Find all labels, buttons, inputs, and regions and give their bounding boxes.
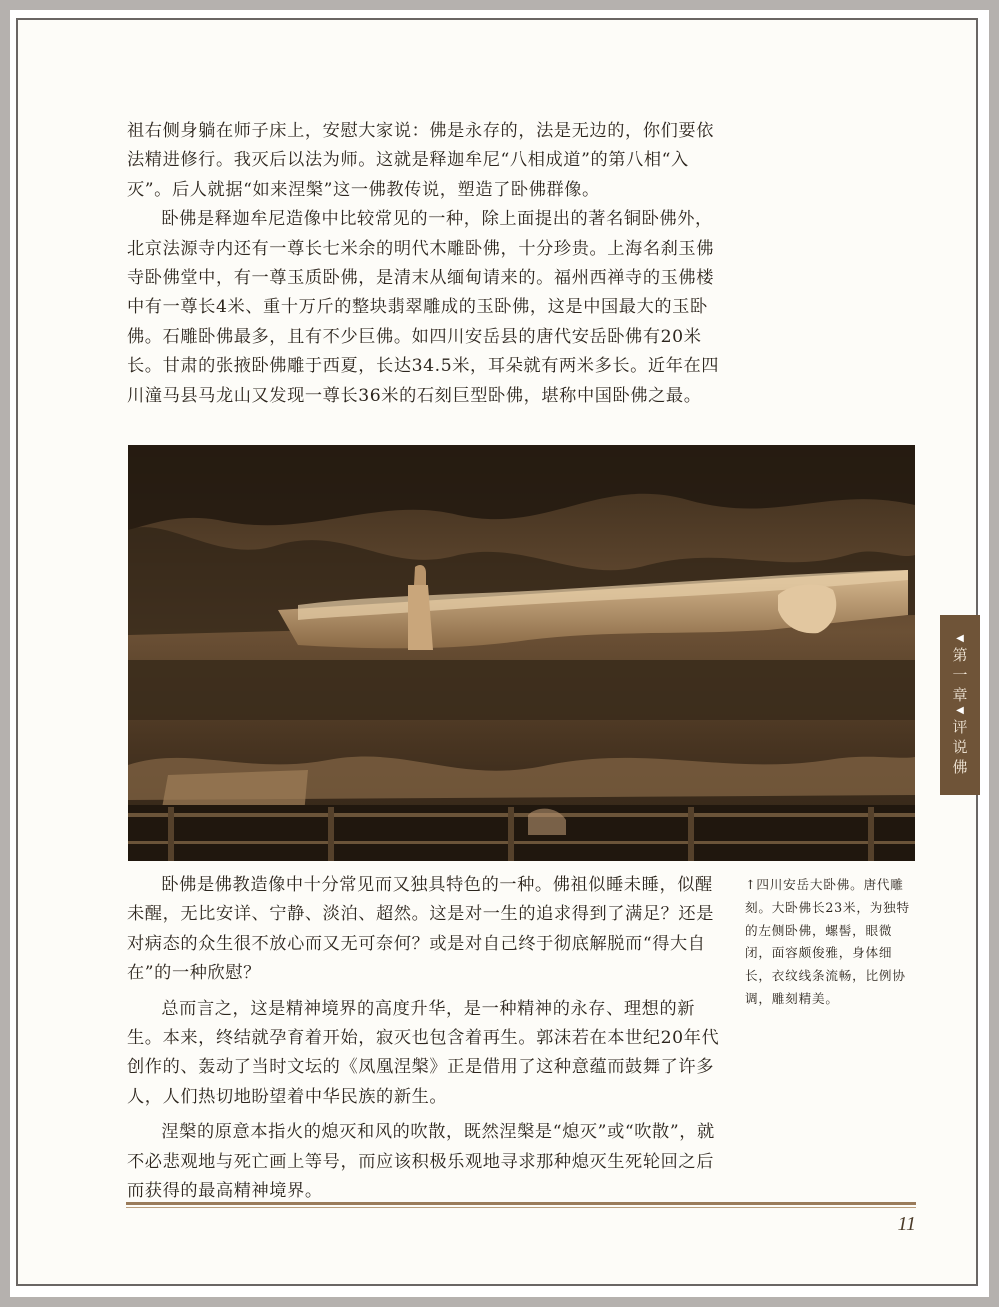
paragraph: 卧佛是释迦牟尼造像中比较常见的一种，除上面提出的著名铜卧佛外，北京法源寺内还有一尊长七米余的明代木雕卧佛，十分珍贵。上海名刹玉佛寺卧佛堂中，有一尊玉质卧佛，是清末从缅甸请来的。福州西禅寺的玉佛楼中有一尊长4米、重十万斤的整块翡翠雕成的玉卧佛，这是中国最大的玉卧佛。石雕卧佛最多，且有不少巨佛。如四川安岳县的唐代安岳卧佛有20米长。甘肃的张掖卧佛雕于西夏，长达34.5米，耳朵就有两米多长。近年在四川潼马县马龙山又发现一尊长36米的石刻巨型卧佛，堪称中国卧佛之最。 <box>127 209 720 406</box>
footer-rule <box>126 1202 916 1205</box>
page-number: 11 <box>897 1213 916 1235</box>
tab-glyph: 一 <box>952 666 968 684</box>
chapter-side-tab <box>940 615 980 795</box>
tab-arrow-icon: ◀ <box>956 705 964 716</box>
tab-glyph: 说 <box>952 738 968 756</box>
photo-caption: ↑四川安岳大卧佛。唐代雕刻。大卧佛长23米，为独特的左侧卧佛，螺髻，眼微闭，面容颇俊雅，身体细长，衣纹线条流畅，比例协调，雕刻精美。 <box>745 877 910 1006</box>
body-text-bottom <box>127 871 723 1206</box>
paragraph: 卧佛是佛教造像中十分常见而又独具特色的一种。佛祖似睡未睡，似醒未醒，无比安详、宁静、淡泊、超然。这是对一生的追求得到了满足？还是对病态的众生很不放心而又无可奈何？或是对自己终于彻底解脱而“得大自在”的一种欣慰？ <box>127 875 714 984</box>
paragraph: 涅槃的原意本指火的熄灭和风的吹散，既然涅槃是“熄灭”或“吹散”，就不必悲观地与死亡画上等号，而应该积极乐观地寻求那种熄灭生死轮回之后而获得的最高精神境界。 <box>127 1122 715 1202</box>
reclining-buddha-photo <box>128 445 915 861</box>
tab-glyph: 评 <box>952 718 968 736</box>
tab-glyph: 佛 <box>952 758 968 776</box>
paragraph: 总而言之，这是精神境界的高度升华，是一种精神的永存、理想的新生。本来，终结就孕育着开始，寂灭也包含着再生。郭沫若在本世纪20年代创作的、轰动了当时文坛的《凤凰涅槃》正是借用了这种意蕴而鼓舞了许多人，人们热切地盼望着中华民族的新生。 <box>127 998 720 1107</box>
body-text-top <box>127 117 727 411</box>
tab-arrow-icon: ◀ <box>956 633 964 644</box>
footer-rule-thin <box>126 1207 916 1208</box>
paragraph: 祖右侧身躺在师子床上，安慰大家说：佛是永存的，法是无边的，你们要依法精进修行。我灭后以法为师。这就是释迦牟尼“八相成道”的第八相“入灭”。后人就据“如来涅槃”这一佛教传说，塑造了卧佛群像。 <box>127 121 714 200</box>
tab-glyph: 章 <box>952 686 968 704</box>
tab-glyph: 第 <box>952 646 968 664</box>
